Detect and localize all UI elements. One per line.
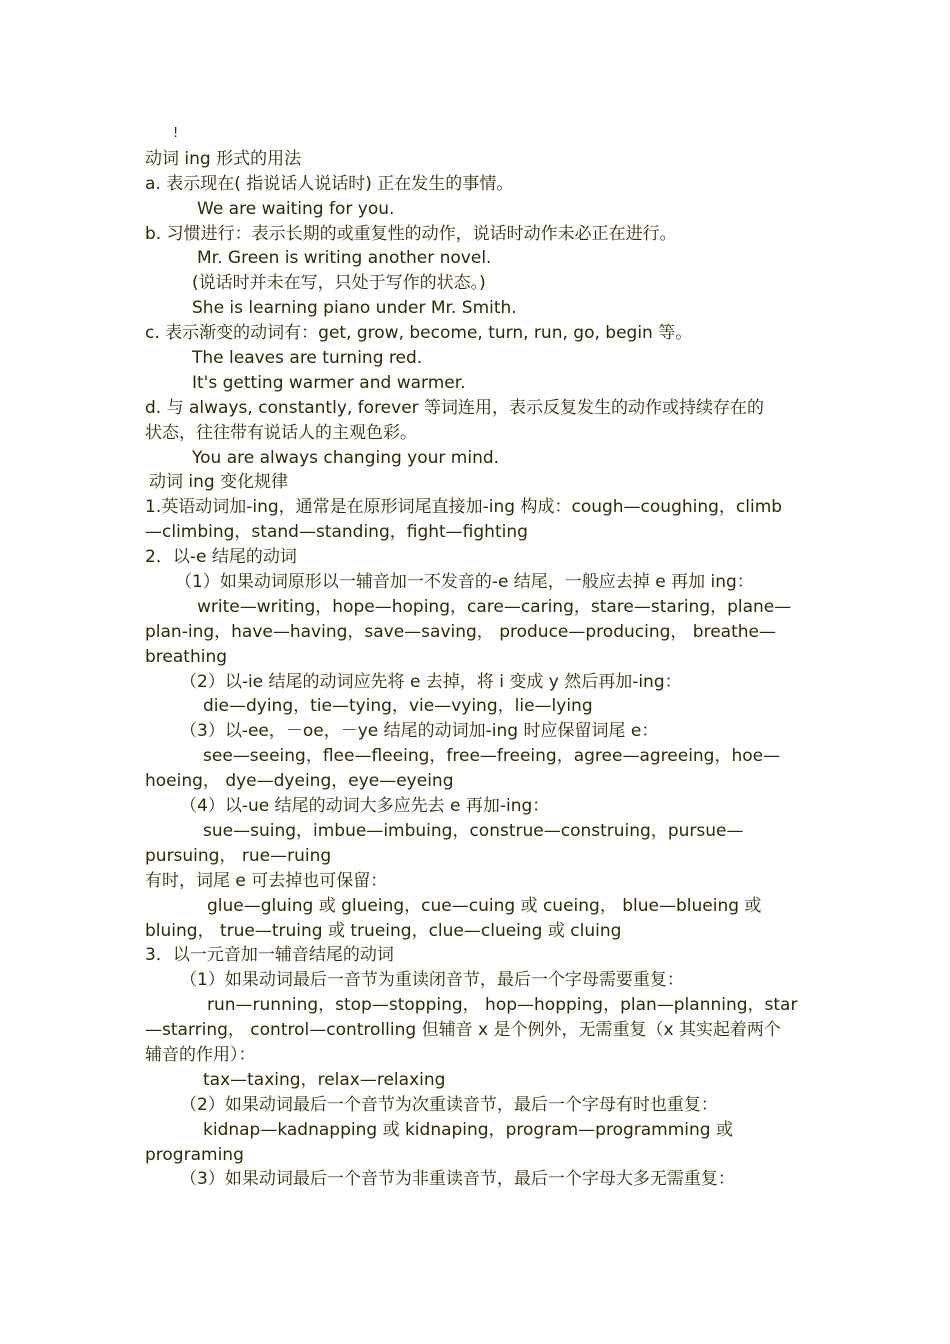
rule-line: （2）以-ie 结尾的动词应先将 e 去掉，将 i 变成 y 然后再加-ing： (180, 671, 682, 692)
example-line: kidnap—kadnapping 或 kidnaping，program—programming 或 (203, 1119, 733, 1140)
text-line: b. 习惯进行：表示长期的或重复性的动作，说话时动作未必正在进行。 (145, 223, 677, 244)
example-line: plan-ing，have—having，save—saving， produce—producing， breathe— (145, 621, 776, 642)
text-line: —climbing，stand—standing，fight—fighting (145, 522, 528, 543)
text-line: d. 与 always, constantly, forever 等词连用，表示反复发生的动作或持续存在的 (145, 397, 765, 418)
text-line: 2．以-e 结尾的动词 (145, 547, 297, 568)
example-line: sue—suing，imbue—imbuing，construe—construing，pursue— (203, 820, 744, 841)
text-line: 1.英语动词加-ing，通常是在原形词尾直接加-ing 构成：cough—coughing，climb (145, 497, 783, 518)
example-line: hoeing， dye—dyeing，eye—eyeing (145, 771, 454, 792)
example-line: —starring， control—controlling 但辅音 x 是个例外，无需重复（x 其实起着两个 (145, 1020, 781, 1041)
example-line: programing (145, 1144, 244, 1165)
example-line: It's getting warmer and warmer. (192, 372, 466, 393)
example-line: pursuing， rue—ruing (145, 845, 332, 866)
text-line: 状态，往往带有说话人的主观色彩。 (145, 422, 417, 443)
text-line: 有时，词尾 e 可去掉也可保留： (145, 870, 388, 891)
rule-line: （2）如果动词最后一个音节为次重读音节，最后一个字母有时也重复： (180, 1094, 718, 1115)
rule-line: （3）以-ee，－oe，－ye 结尾的动词加-ing 时应保留词尾 e： (180, 721, 659, 742)
example-line: die—dying，tie—tying，vie—vying，lie—lying (203, 696, 593, 717)
section-heading-ing-rules: 动词 ing 变化规律 (149, 472, 289, 493)
example-line: The leaves are turning red. (192, 348, 423, 369)
example-line: bluing， true—truing 或 trueing，clue—clueing 或 cluing (145, 920, 622, 941)
section-heading-ing-usage: 动词 ing 形式的用法 (145, 148, 302, 169)
example-line: We are waiting for you. (197, 198, 395, 219)
example-line: She is learning piano under Mr. Smith. (192, 298, 517, 319)
example-line: (说话时并未在写，只处于写作的状态。) (192, 273, 486, 294)
text-line: a. 表示现在( 指说话人说话时) 正在发生的事情。 (145, 173, 514, 194)
example-line: tax—taxing，relax—relaxing (203, 1069, 446, 1090)
rule-line: （1）如果动词最后一音节为重读闭音节，最后一个字母需要重复： (180, 970, 684, 991)
example-line: write—writing，hope—hoping，care—caring，stare—staring，plane— (197, 596, 792, 617)
example-line: Mr. Green is writing another novel. (197, 248, 492, 269)
text-line: 3．以一元音加一辅音结尾的动词 (145, 945, 394, 966)
text-line: 辅音的作用）： (145, 1044, 256, 1065)
rule-line: （3）如果动词最后一个音节为非重读音节，最后一个字母大多无需重复： (180, 1169, 735, 1190)
example-line: glue—gluing 或 glueing，cue—cuing 或 cueing， blue—blueing 或 (207, 895, 762, 916)
example-line: You are always changing your mind. (192, 447, 500, 468)
rule-line: （4）以-ue 结尾的动词大多应先去 e 再加-ing： (180, 796, 550, 817)
rule-line: （1）如果动词原形以一辅音加一不发音的-e 结尾，一般应去掉 e 再加 ing： (175, 572, 754, 593)
example-line: run—running，stop—stopping， hop—hopping，plan—planning，star (207, 995, 798, 1016)
text-line: c. 表示渐变的动词有：get, grow, become, turn, run, go, begin 等。 (145, 323, 693, 344)
document-body (145, 122, 825, 1192)
example-line: breathing (145, 646, 228, 667)
example-line: see—seeing，flee—fleeing，free—freeing，agree—agreeing，hoe— (203, 746, 781, 767)
exclamation-mark: ! (173, 126, 179, 141)
